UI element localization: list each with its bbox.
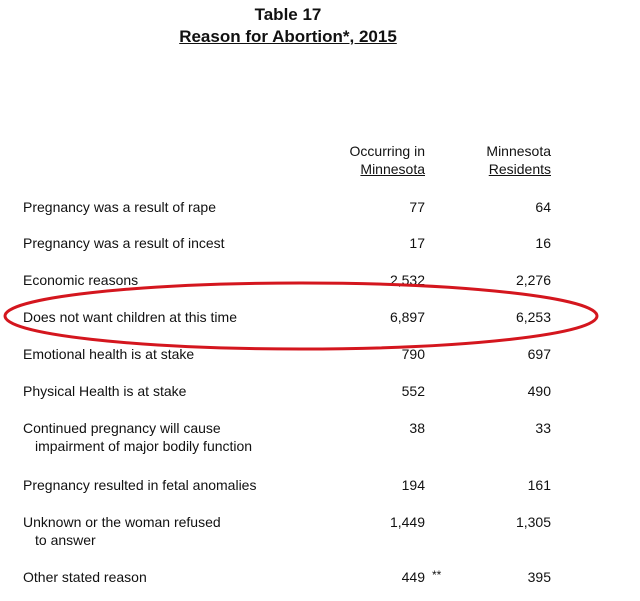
row-label-line: Pregnancy resulted in fetal anomalies xyxy=(23,477,257,493)
column-header-residents xyxy=(486,142,551,178)
row-label xyxy=(23,568,323,586)
row-label-line: Does not want children at this time xyxy=(23,309,237,325)
row-label xyxy=(23,382,323,400)
row-label-line: Emotional health is at stake xyxy=(23,346,195,362)
row-label-line: Continued pregnancy will cause xyxy=(23,420,221,436)
value-residents: 6,253 xyxy=(515,309,551,325)
row-label-line: to answer xyxy=(35,532,96,548)
row-label-line: Pregnancy was a result of incest xyxy=(23,235,225,251)
column-header-residents-line1: Minnesota xyxy=(486,143,551,159)
column-header-occurring xyxy=(350,142,425,178)
value-occurring: 77 xyxy=(409,199,425,215)
value-occurring: 449 xyxy=(401,569,425,585)
value-occurring: 194 xyxy=(401,477,425,493)
value-residents: 697 xyxy=(527,346,551,362)
value-occurring: 38 xyxy=(409,420,425,436)
row-label xyxy=(23,513,323,549)
row-label-line: Economic reasons xyxy=(23,272,139,288)
row-label-line: Unknown or the woman refused xyxy=(23,514,221,530)
value-occurring: 552 xyxy=(401,383,425,399)
column-header-occurring-line1: Occurring in xyxy=(349,143,425,159)
value-occurring: 6,897 xyxy=(389,309,425,325)
value-occurring: 17 xyxy=(409,235,425,251)
highlight-ellipse xyxy=(0,278,640,358)
value-residents: 64 xyxy=(535,199,551,215)
value-residents: 1,305 xyxy=(515,514,551,530)
row-label xyxy=(23,476,323,494)
value-residents: 16 xyxy=(535,235,551,251)
value-residents: 161 xyxy=(527,477,551,493)
column-header-residents-line2: Residents xyxy=(488,161,551,177)
table-heading: Reason for Abortion*, 2015 xyxy=(179,27,397,46)
column-header-occurring-line2: Minnesota xyxy=(360,161,425,177)
value-residents: 2,276 xyxy=(515,272,551,288)
row-label-line: Pregnancy was a result of rape xyxy=(23,199,216,215)
row-label-line: Physical Health is at stake xyxy=(23,383,187,399)
row-label xyxy=(23,419,323,455)
value-occurring: 2,532 xyxy=(389,272,425,288)
row-label xyxy=(23,198,323,216)
value-residents: 490 xyxy=(527,383,551,399)
table-title xyxy=(0,4,576,48)
row-label-line: impairment of major bodily function xyxy=(35,438,253,454)
value-occurring: 1,449 xyxy=(389,514,425,530)
value-occurring: 790 xyxy=(401,346,425,362)
row-label-line: Other stated reason xyxy=(23,569,147,585)
value-residents: 395 xyxy=(527,569,551,585)
footnote-marker: ** xyxy=(432,568,442,582)
table-number: Table 17 xyxy=(254,5,322,24)
highlight-ellipse-stroke xyxy=(5,283,597,349)
value-residents: 33 xyxy=(535,420,551,436)
row-label xyxy=(23,234,323,252)
